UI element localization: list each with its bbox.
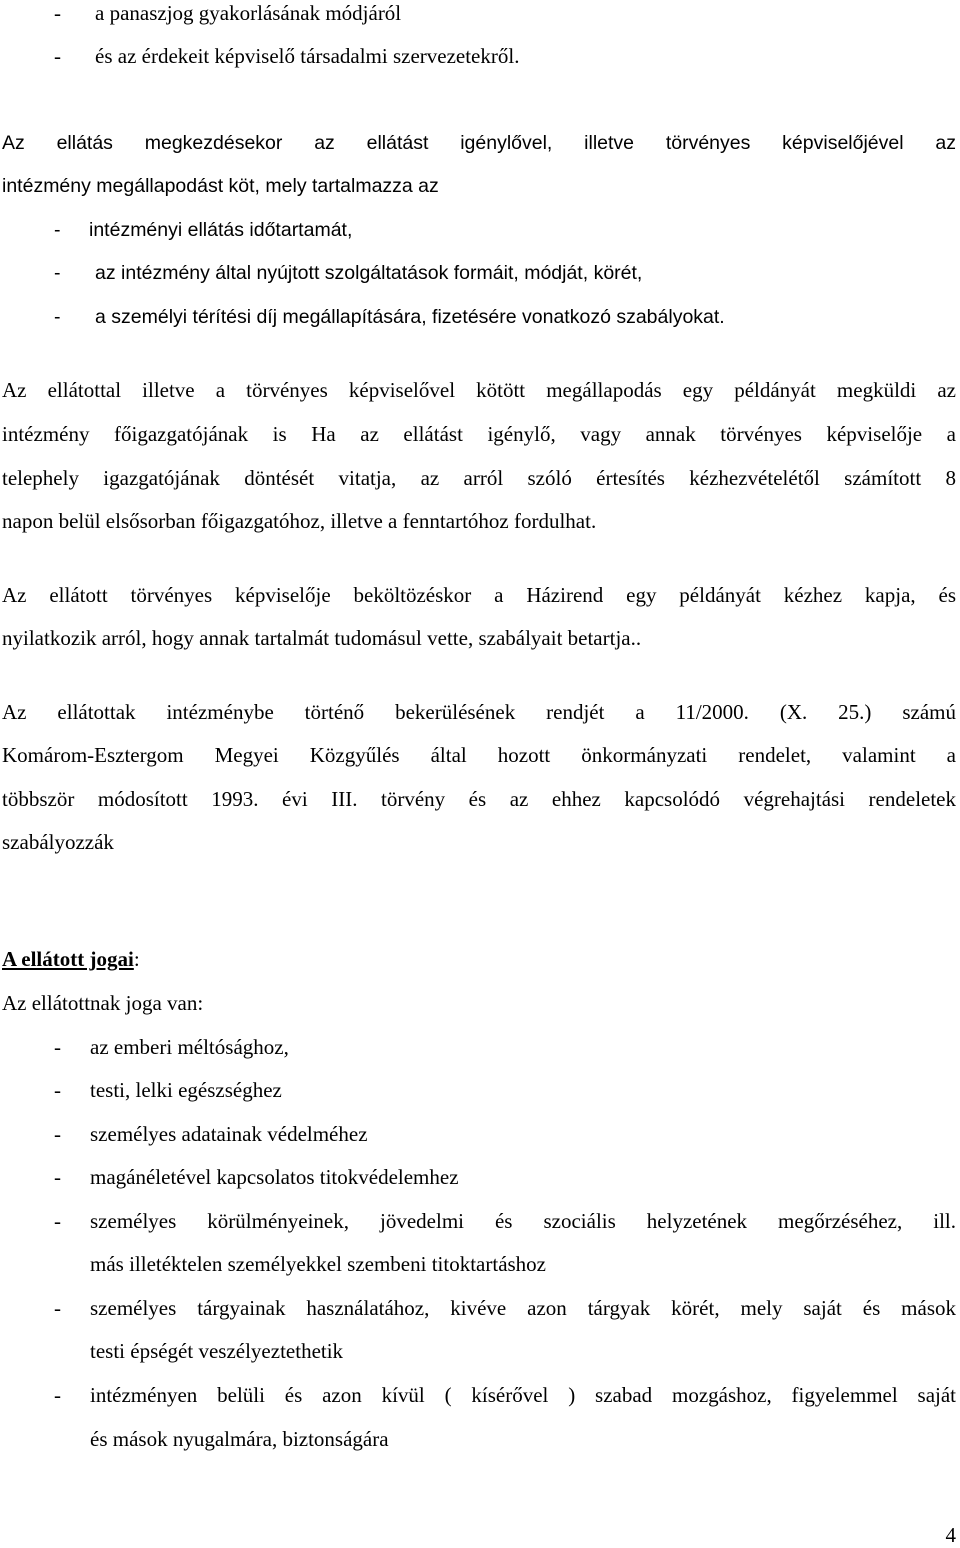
paragraph-line: Az ellátottal illetve a törvényes képviselővel kötött megállapodás egy példányát megküldi az bbox=[2, 378, 956, 402]
section-heading-text: A ellátott jogai bbox=[2, 947, 134, 971]
list-item-text: intézményen belüli és azon kívül ( kísérővel ) szabad mozgáshoz, figyelemmel saját bbox=[90, 1383, 956, 1407]
list-item-text: az intézmény által nyújtott szolgáltatások formáit, módját, körét, bbox=[95, 262, 643, 284]
dash-bullet: - bbox=[54, 219, 61, 241]
paragraph-line: Az ellátás megkezdésekor az ellátást igénylővel, illetve törvényes képviselőjével az bbox=[2, 132, 956, 154]
list-item-text: és az érdekeit képviselő társadalmi szervezetekről. bbox=[95, 44, 520, 68]
list-item-text: a panaszjog gyakorlásának módjáról bbox=[95, 1, 402, 25]
paragraph-line: nyilatkozik arról, hogy annak tartalmát tudomásul vette, szabályait betartja.. bbox=[2, 626, 642, 650]
list-item-text: az emberi méltósághoz, bbox=[90, 1035, 289, 1059]
list-item-text: intézményi ellátás időtartamát, bbox=[89, 219, 353, 241]
list-item-text: személyes adatainak védelméhez bbox=[90, 1122, 368, 1146]
list-item-text: személyes körülményeinek, jövedelmi és szociális helyzetének megőrzéséhez, ill. bbox=[90, 1209, 956, 1233]
list-item-continuation bbox=[2, 1251, 956, 1277]
list-item bbox=[2, 217, 956, 243]
dash-bullet: - bbox=[54, 1383, 61, 1407]
list-item bbox=[2, 1077, 956, 1103]
paragraph-line: Az ellátott törvényes képviselője beköltözéskor a Házirend egy példányát kézhez kapja, és bbox=[2, 583, 956, 607]
section-heading-suffix: : bbox=[133, 947, 140, 971]
list-item bbox=[2, 1208, 956, 1234]
paragraph-line: többször módosított 1993. évi III. törvény és az ehhez kapcsolódó végrehajtási rendeletek bbox=[2, 787, 956, 811]
list-item-text: testi épségét veszélyeztethetik bbox=[90, 1339, 344, 1363]
list-item bbox=[2, 1121, 956, 1147]
paragraph-line: intézmény főigazgatójának is Ha az ellátást igénylő, vagy annak törvényes képviselője a bbox=[2, 422, 956, 446]
dash-bullet: - bbox=[54, 1, 61, 25]
paragraph-line: telephely igazgatójának döntését vitatja, az arról szóló értesítés kézhezvételétől számított 8 bbox=[2, 466, 956, 490]
paragraph-line: napon belül elsősorban főigazgatóhoz, illetve a fenntartóhoz fordulhat. bbox=[2, 509, 597, 533]
list-item-text: személyes tárgyainak használatához, kivéve azon tárgyak körét, mely saját és mások bbox=[90, 1296, 956, 1320]
list-item bbox=[2, 1382, 956, 1408]
list-item bbox=[2, 1295, 956, 1321]
list-item bbox=[2, 1034, 956, 1060]
dash-bullet: - bbox=[54, 1035, 61, 1059]
list-item-continuation bbox=[2, 1338, 956, 1364]
list-item-text: más illetéktelen személyekkel szembeni titoktartáshoz bbox=[90, 1252, 547, 1276]
paragraph-line: Komárom-Esztergom Megyei Közgyűlés által hozott önkormányzati rendelet, valamint a bbox=[2, 743, 956, 767]
paragraph-line: Az ellátottak intézménybe történő bekerülésének rendjét a 11/2000. (X. 25.) számú bbox=[2, 700, 956, 724]
dash-bullet: - bbox=[54, 306, 61, 328]
list-item-text: és mások nyugalmára, biztonságára bbox=[90, 1427, 389, 1451]
dash-bullet: - bbox=[54, 1165, 61, 1189]
list-item-text: a személyi térítési díj megállapítására, fizetésére vonatkozó szabályokat. bbox=[95, 306, 725, 328]
list-item bbox=[2, 43, 956, 69]
paragraph-line: szabályozzák bbox=[2, 830, 114, 854]
section-intro: Az ellátottnak joga van: bbox=[2, 991, 204, 1015]
dash-bullet: - bbox=[54, 1078, 61, 1102]
dash-bullet: - bbox=[54, 262, 61, 284]
section-heading bbox=[2, 946, 956, 972]
list-item bbox=[2, 304, 956, 330]
list-item-text: magánéletével kapcsolatos titokvédelemhez bbox=[90, 1165, 459, 1189]
list-item bbox=[2, 260, 956, 286]
list-item bbox=[2, 1164, 956, 1190]
list-item bbox=[2, 0, 956, 26]
paragraph-line: intézmény megállapodást köt, mely tartalmazza az bbox=[2, 175, 439, 197]
list-item-text: testi, lelki egészséghez bbox=[90, 1078, 282, 1102]
dash-bullet: - bbox=[54, 1122, 61, 1146]
dash-bullet: - bbox=[54, 1209, 61, 1233]
dash-bullet: - bbox=[54, 1296, 61, 1320]
page-number: 4 bbox=[945, 1523, 956, 1547]
dash-bullet: - bbox=[54, 44, 61, 68]
list-item-continuation bbox=[2, 1426, 956, 1452]
